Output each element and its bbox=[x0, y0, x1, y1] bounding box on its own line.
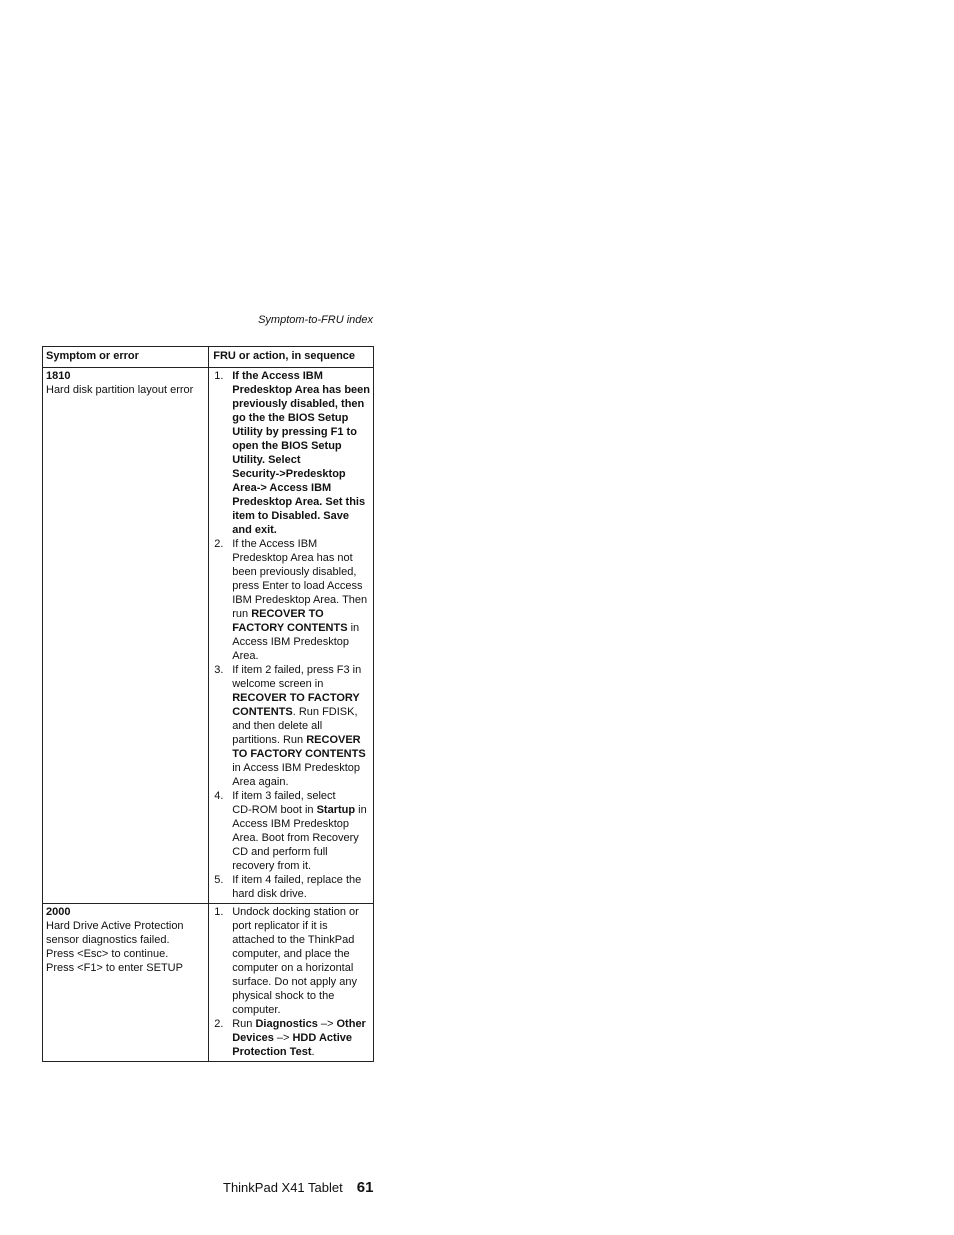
action-item bbox=[213, 663, 370, 789]
text-line bbox=[232, 905, 359, 919]
text-line bbox=[232, 397, 370, 411]
text-run: IBM Predesktop Area. Then bbox=[232, 594, 368, 606]
bold-text: Startup bbox=[316, 804, 356, 816]
bold-text: and exit. bbox=[232, 524, 277, 536]
item-number: 2. bbox=[214, 538, 224, 550]
bold-text: RECOVER TO bbox=[251, 608, 324, 620]
text-line bbox=[232, 1045, 366, 1059]
bold-text: TO FACTORY CONTENTS bbox=[232, 748, 366, 760]
text-line bbox=[232, 649, 367, 663]
text-line bbox=[232, 383, 370, 397]
text-run: –> bbox=[317, 1018, 337, 1030]
action-item bbox=[213, 789, 370, 873]
text-run: computer, and place the bbox=[232, 948, 350, 960]
bold-text: Devices bbox=[232, 1032, 274, 1044]
footer-title: ThinkPad X41 Tablet bbox=[223, 1180, 343, 1195]
text-run: CD and perform full bbox=[232, 846, 328, 858]
text-line bbox=[232, 509, 370, 523]
bold-text: CONTENTS bbox=[232, 706, 293, 718]
header-fru: FRU or action, in sequence bbox=[209, 347, 374, 368]
text-line bbox=[232, 467, 370, 481]
text-line bbox=[232, 873, 361, 887]
text-line bbox=[232, 1017, 366, 1031]
text-run: hard disk drive. bbox=[232, 888, 307, 900]
action-item bbox=[213, 369, 370, 537]
text-line bbox=[232, 607, 367, 621]
text-line bbox=[232, 705, 365, 719]
action-item bbox=[213, 905, 370, 1017]
action-item bbox=[213, 873, 370, 901]
item-number: 3. bbox=[214, 664, 224, 676]
text-line bbox=[232, 369, 370, 383]
bold-text: HDD Active bbox=[292, 1032, 352, 1044]
bold-text: Utility. Select bbox=[232, 454, 301, 466]
text-line bbox=[232, 565, 367, 579]
text-line bbox=[232, 961, 359, 975]
text-run: surface. Do not apply any bbox=[232, 976, 357, 988]
header-symptom: Symptom or error bbox=[43, 347, 209, 368]
symptom-text: Hard disk partition layout error bbox=[46, 384, 194, 396]
text-run: If item 2 failed, press F3 in bbox=[232, 664, 362, 676]
item-number: 5. bbox=[214, 874, 224, 886]
bold-text: Other bbox=[336, 1018, 366, 1030]
bold-text: If the Access IBM bbox=[232, 370, 323, 382]
bold-text: Predesktop Area. Set this bbox=[232, 496, 366, 508]
text-line bbox=[232, 663, 365, 677]
bold-text: Area-> Access IBM bbox=[232, 482, 332, 494]
text-line bbox=[232, 551, 367, 565]
bold-text: Diagnostics bbox=[255, 1018, 318, 1030]
text-run: and then delete all bbox=[232, 720, 323, 732]
text-line bbox=[232, 803, 366, 817]
text-line bbox=[232, 859, 366, 873]
text-run: been previously disabled, bbox=[232, 566, 357, 578]
text-line bbox=[232, 1031, 366, 1045]
text-run: –> bbox=[273, 1032, 293, 1044]
text-run: CD-ROM boot in bbox=[232, 804, 317, 816]
error-code: 2000 bbox=[46, 906, 71, 918]
text-line bbox=[232, 733, 365, 747]
text-run: Run bbox=[232, 1018, 256, 1030]
text-line bbox=[232, 947, 359, 961]
bold-text: item to Disabled. Save bbox=[232, 510, 349, 522]
symptom-cell bbox=[43, 904, 209, 1062]
text-run: If the Access IBM bbox=[232, 538, 318, 550]
symptom-cell bbox=[43, 368, 209, 904]
text-line bbox=[232, 481, 370, 495]
text-run: physical shock to the bbox=[232, 990, 335, 1002]
table-header-row bbox=[43, 347, 374, 368]
bold-text: open the BIOS Setup bbox=[232, 440, 342, 452]
text-line bbox=[232, 579, 367, 593]
text-run: Area. Boot from Recovery bbox=[232, 832, 359, 844]
error-code: 1810 bbox=[46, 370, 71, 382]
text-run: . Run FDISK, bbox=[292, 706, 358, 718]
text-run: welcome screen in bbox=[232, 678, 324, 690]
text-line bbox=[232, 747, 365, 761]
bold-text: Protection Test bbox=[232, 1046, 312, 1058]
text-run: in bbox=[347, 622, 360, 634]
bold-text: Security->Predesktop bbox=[232, 468, 346, 480]
page-number: 61 bbox=[356, 1179, 374, 1196]
text-run: partitions. Run bbox=[232, 734, 307, 746]
bold-text: previously disabled, then bbox=[232, 398, 365, 410]
text-line bbox=[232, 425, 370, 439]
text-line bbox=[232, 439, 370, 453]
text-line bbox=[232, 453, 370, 467]
text-line bbox=[232, 989, 359, 1003]
text-line bbox=[232, 635, 367, 649]
page-footer bbox=[223, 1179, 373, 1196]
text-run: computer. bbox=[232, 1004, 281, 1016]
text-run: attached to the ThinkPad bbox=[232, 934, 355, 946]
bold-text: Utility by pressing F1 to bbox=[232, 426, 357, 438]
text-run: Access IBM Predesktop bbox=[232, 636, 350, 648]
action-item bbox=[213, 1017, 370, 1059]
bold-text: Predesktop Area has been bbox=[232, 384, 370, 396]
text-line bbox=[232, 1003, 359, 1017]
text-line bbox=[232, 411, 370, 425]
text-line bbox=[232, 593, 367, 607]
action-item bbox=[213, 537, 370, 663]
item-number: 4. bbox=[214, 790, 224, 802]
item-text bbox=[232, 663, 365, 789]
text-line bbox=[232, 975, 359, 989]
text-line bbox=[232, 919, 359, 933]
item-text bbox=[232, 789, 366, 873]
text-run: port replicator if it is bbox=[232, 920, 328, 932]
text-line bbox=[232, 523, 370, 537]
text-line bbox=[232, 537, 367, 551]
text-line bbox=[232, 933, 359, 947]
text-run: press Enter to load Access bbox=[232, 580, 363, 592]
text-run: in Access IBM Predesktop bbox=[232, 762, 361, 774]
bold-text: RECOVER bbox=[306, 734, 361, 746]
text-run: Predesktop Area has not bbox=[232, 552, 353, 564]
bold-text: go the the BIOS Setup bbox=[232, 412, 349, 424]
item-text bbox=[232, 369, 370, 537]
symptom-text: Press <Esc> to continue. bbox=[46, 948, 169, 960]
item-number: 2. bbox=[214, 1018, 224, 1030]
text-run: in bbox=[355, 804, 367, 816]
item-text bbox=[232, 537, 367, 663]
text-run: Access IBM Predesktop bbox=[232, 818, 350, 830]
text-run: If item 3 failed, select bbox=[232, 790, 336, 802]
item-text bbox=[232, 1017, 366, 1059]
text-run: . bbox=[311, 1046, 315, 1058]
text-line bbox=[232, 887, 361, 901]
text-line bbox=[232, 831, 366, 845]
text-run: recovery from it. bbox=[232, 860, 312, 872]
text-run: If item 4 failed, replace the bbox=[232, 874, 362, 886]
text-run: run bbox=[232, 608, 252, 620]
text-line bbox=[232, 845, 366, 859]
text-line bbox=[232, 719, 365, 733]
text-line bbox=[232, 761, 365, 775]
fru-cell bbox=[209, 904, 374, 1062]
fru-cell bbox=[209, 368, 374, 904]
symptom-text: Hard Drive Active Protection bbox=[46, 920, 184, 932]
symptom-text: sensor diagnostics failed. bbox=[46, 934, 170, 946]
text-line bbox=[232, 677, 365, 691]
symptom-fru-table bbox=[42, 346, 374, 1062]
text-run: Area. bbox=[232, 650, 259, 662]
text-run: Area again. bbox=[232, 776, 289, 788]
text-run: computer on a horizontal bbox=[232, 962, 354, 974]
table-row bbox=[43, 368, 374, 904]
text-line bbox=[232, 789, 366, 803]
item-number: 1. bbox=[214, 906, 224, 918]
text-run: Undock docking station or bbox=[232, 906, 359, 918]
text-line bbox=[232, 621, 367, 635]
symptom-text: Press <F1> to enter SETUP bbox=[46, 962, 183, 974]
text-line bbox=[232, 691, 365, 705]
table-row bbox=[43, 904, 374, 1062]
item-text bbox=[232, 905, 359, 1017]
text-line bbox=[232, 495, 370, 509]
bold-text: RECOVER TO FACTORY bbox=[232, 692, 360, 704]
item-number: 1. bbox=[214, 370, 224, 382]
text-line bbox=[232, 775, 365, 789]
running-head: Symptom-to-FRU index bbox=[258, 314, 373, 326]
bold-text: FACTORY CONTENTS bbox=[232, 622, 348, 634]
text-line bbox=[232, 817, 366, 831]
item-text bbox=[232, 873, 361, 901]
